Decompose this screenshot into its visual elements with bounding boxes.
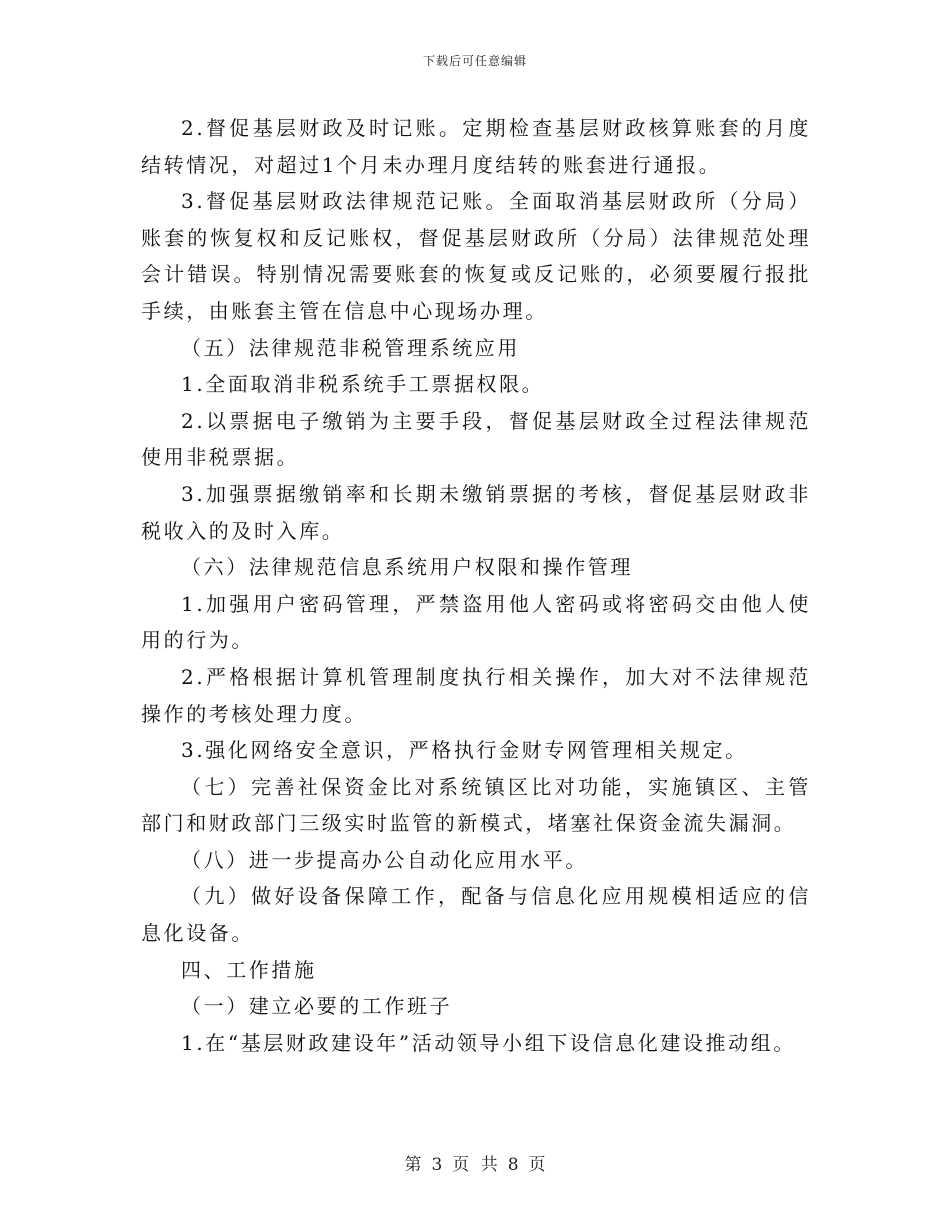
page-footer bbox=[0, 1154, 950, 1176]
paragraph-5: 2.以票据电子缴销为主要手段，督促基层财政全过程法律规范使用非税票据。 bbox=[141, 408, 811, 470]
section-heading-9: （九）做好设备保障工作，配备与信息化应用规模相适应的信息化设备。 bbox=[141, 884, 811, 946]
paragraph-16: 1.在“基层财政建设年”活动领导小组下设信息化建设推动组。 bbox=[181, 1030, 796, 1055]
paragraph-6: 3.加强票据缴销率和长期未缴销票据的考核，督促基层财政非税收入的及时入库。 bbox=[141, 481, 811, 543]
paragraph-2: 3.督促基层财政法律规范记账。全面取消基层财政所（分局）账套的恢复权和反记账权，督促基层财政所（分局）法律规范处理会计错误。特别情况需要账套的恢复或反记账的，必须要履行报批手续，由账套主管在信息中心现场办理。 bbox=[141, 189, 811, 323]
footer-middle: 页 共 bbox=[452, 1155, 498, 1175]
footer-suffix: 页 bbox=[528, 1155, 546, 1175]
footer-total-pages: 8 bbox=[507, 1155, 519, 1175]
paragraph-10: 3.强化网络安全意识，严格执行金财专网管理相关规定。 bbox=[181, 738, 748, 763]
page-header: 下载后可任意编辑 bbox=[422, 54, 527, 68]
document-body bbox=[141, 110, 811, 1061]
paragraph-8: 1.加强用户密码管理，严禁盗用他人密码或将密码交由他人使用的行为。 bbox=[141, 591, 811, 653]
section-heading-7: （七）完善社保资金比对系统镇区比对功能，实施镇区、主管部门和财政部门三级实时监管的新模式，堵塞社保资金流失漏洞。 bbox=[141, 774, 811, 836]
section-heading-6: （六）法律规范信息系统用户权限和操作管理 bbox=[181, 555, 633, 580]
paragraph-1: 2.督促基层财政及时记账。定期检查基层财政核算账套的月度结转情况，对超过1个月未办理月度结转的账套进行通报。 bbox=[141, 116, 811, 177]
paragraph-9: 2.严格根据计算机管理制度执行相关操作，加大对不法律规范操作的考核处理力度。 bbox=[141, 664, 811, 726]
section-heading-5: （五）法律规范非税管理系统应用 bbox=[181, 335, 520, 360]
section-heading-1: （一）建立必要的工作班子 bbox=[181, 994, 453, 1019]
footer-prefix: 第 bbox=[404, 1155, 422, 1175]
footer-page-number: 3 bbox=[431, 1155, 443, 1175]
section-heading-8: （八）进一步提高办公自动化应用水平。 bbox=[181, 847, 588, 872]
chapter-heading-4: 四、工作措施 bbox=[181, 957, 317, 982]
paragraph-4: 1.全面取消非税系统手工票据权限。 bbox=[181, 372, 545, 397]
